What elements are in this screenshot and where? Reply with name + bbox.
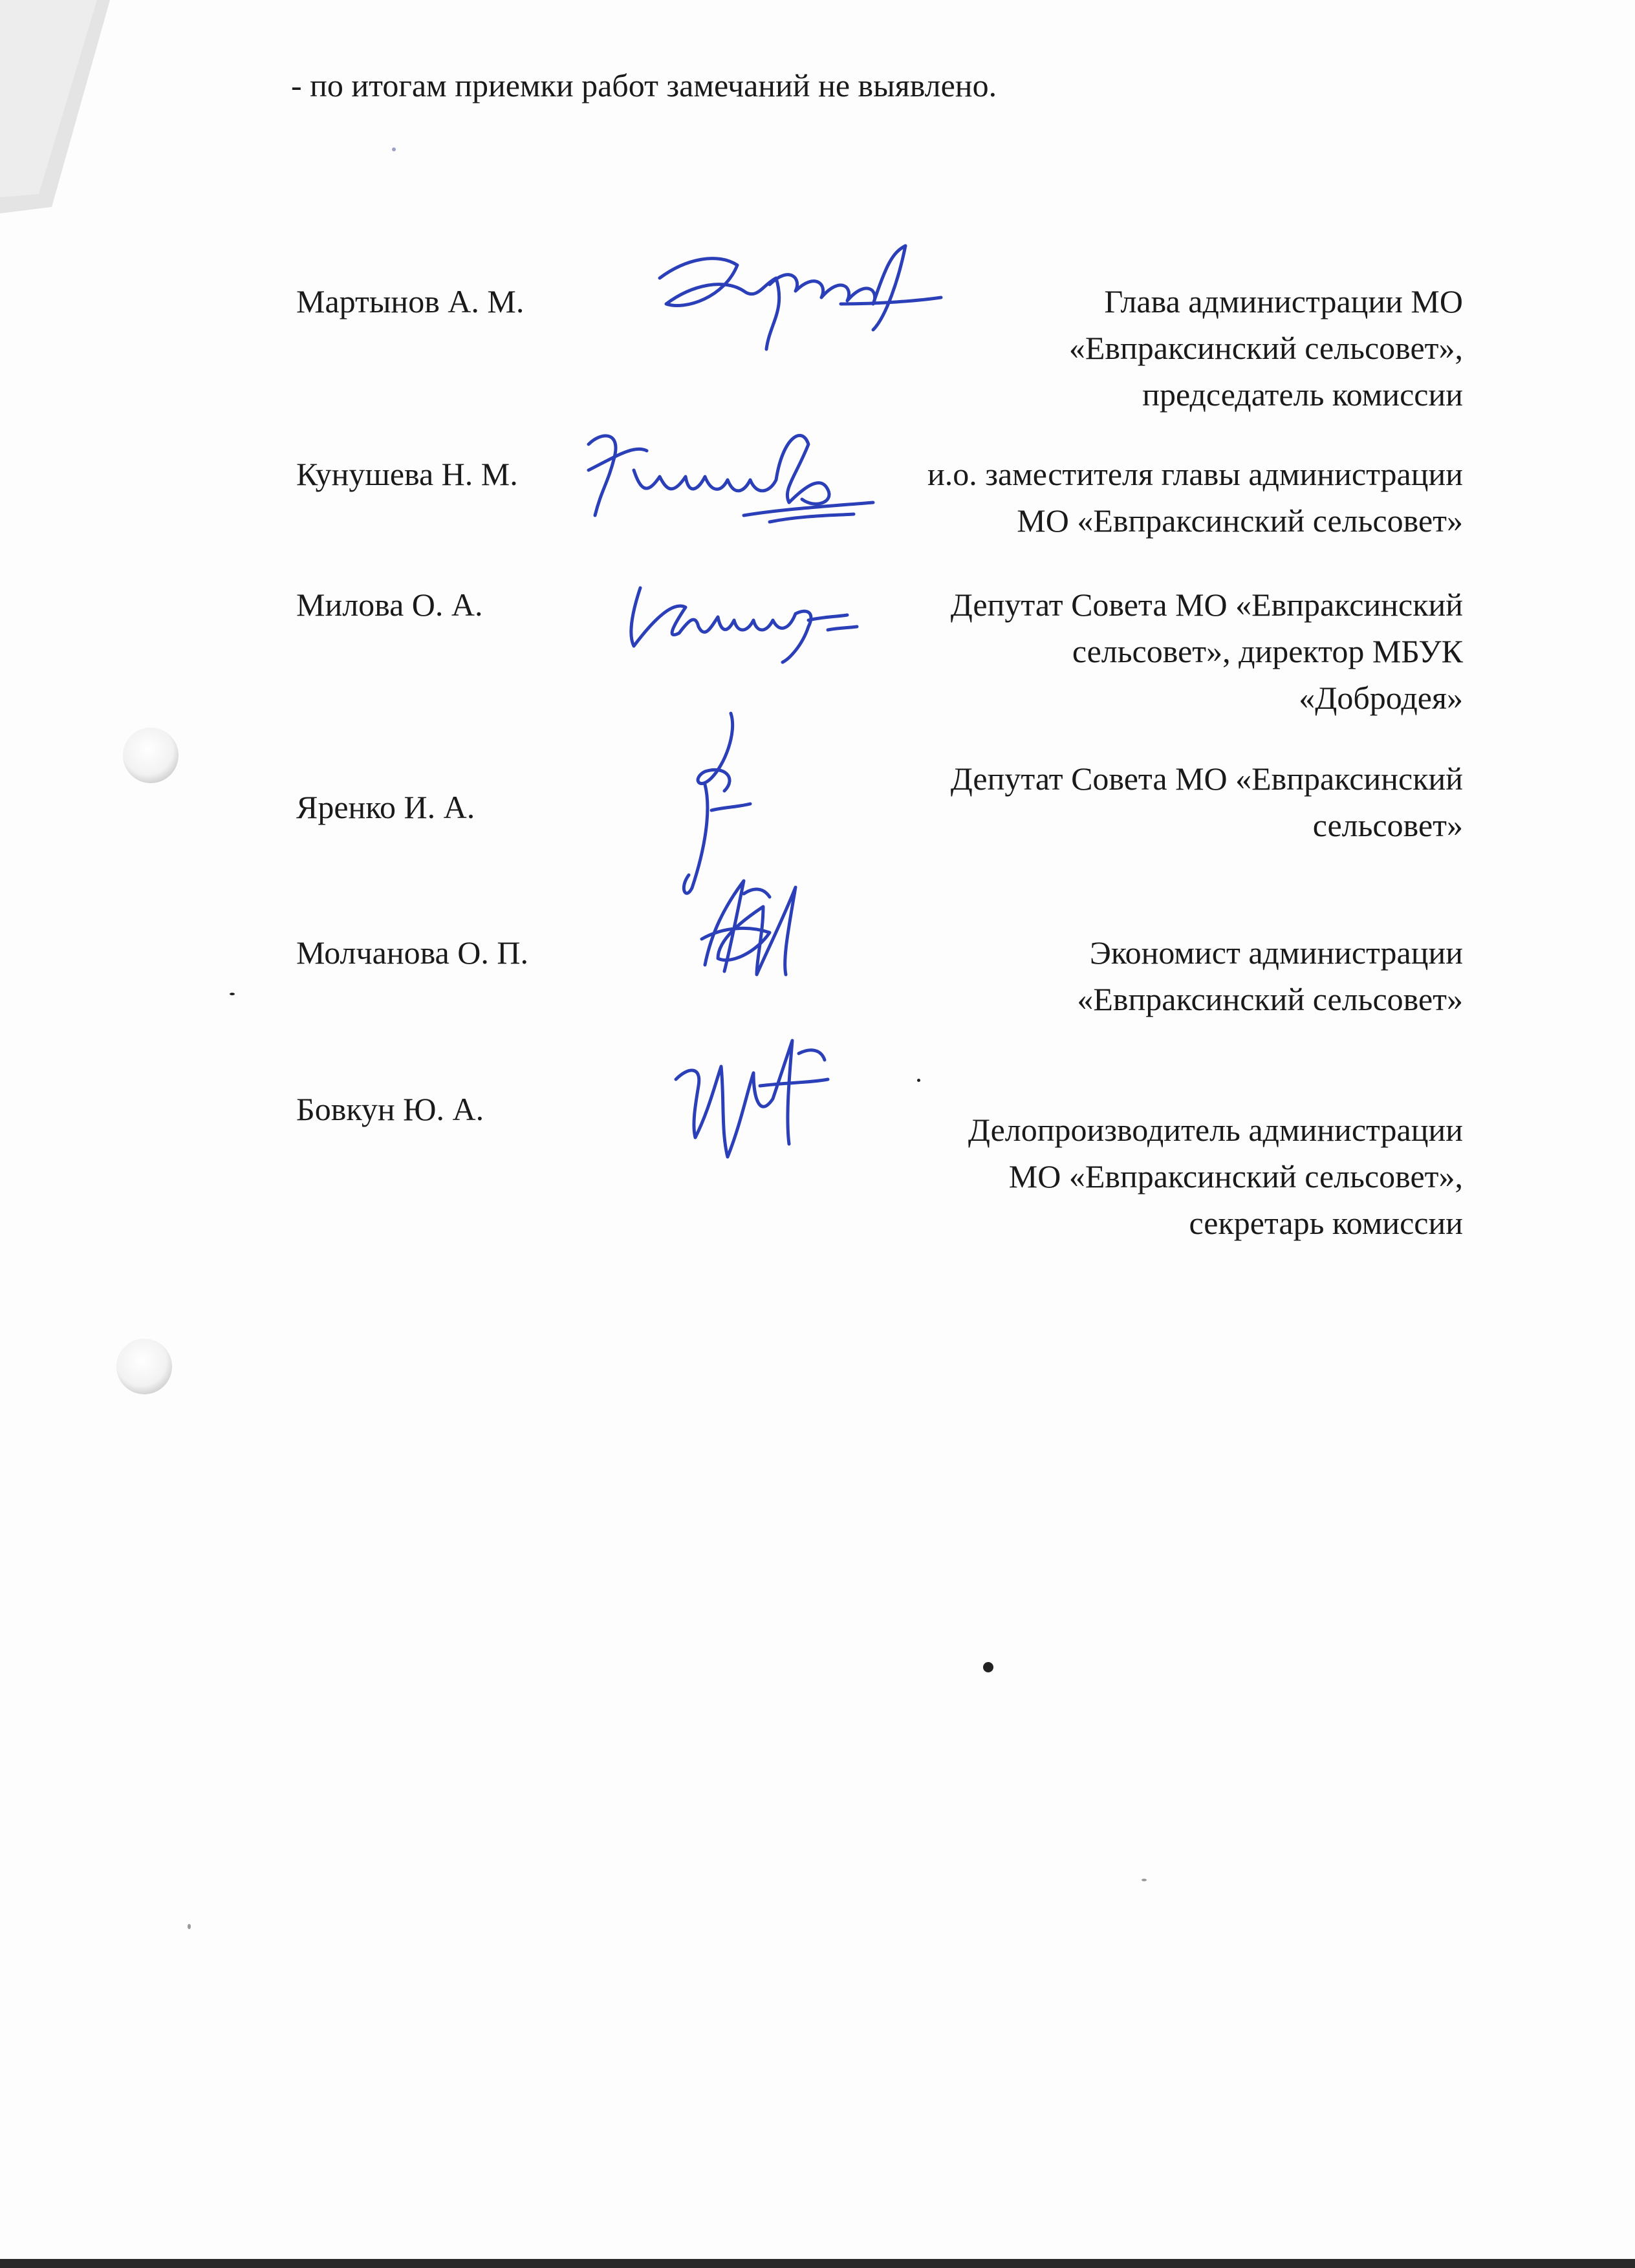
signatory-position — [816, 929, 1463, 1022]
signatory-name: Мартынов А. М. — [296, 283, 525, 319]
position-line: Экономист администрации — [1089, 934, 1463, 971]
position-line: «Евпраксинский сельсовет» — [1077, 981, 1463, 1017]
position-line: Депутат Совета МО «Евпраксинский — [950, 761, 1463, 797]
scan-bottom-edge — [0, 2259, 1635, 2268]
position-line: и.о. заместителя главы администрации — [927, 456, 1463, 492]
signatory-name: Яренко И. А. — [296, 789, 475, 825]
signatory-position — [816, 1107, 1463, 1246]
position-line: председатель комиссии — [1142, 376, 1463, 413]
position-line: Глава администрации МО — [1104, 283, 1463, 319]
scan-speck — [983, 1662, 993, 1672]
position-line: «Евпраксинский сельсовет», — [1068, 330, 1463, 366]
signatory-name: Бовкун Ю. А. — [296, 1091, 484, 1127]
punch-hole — [116, 1339, 172, 1394]
signatory-name: Кунушева Н. М. — [296, 456, 518, 492]
position-line: сельсовет», директор МБУК — [1072, 633, 1463, 669]
punch-hole — [123, 728, 179, 783]
position-line: Делопроизводитель администрации — [968, 1112, 1463, 1148]
position-line: МО «Евпраксинский сельсовет», — [1008, 1158, 1463, 1194]
handwritten-signature — [692, 868, 808, 984]
signatory-name: Молчанова О. П. — [296, 934, 528, 971]
position-line: МО «Евпраксинский сельсовет» — [1017, 502, 1463, 539]
position-line: «Добродея» — [1299, 680, 1463, 716]
scan-speck — [917, 1079, 920, 1082]
position-line: сельсовет» — [1312, 807, 1463, 843]
handwritten-signature — [663, 1028, 831, 1163]
position-line: секретарь комиссии — [1189, 1205, 1463, 1241]
scan-speck — [1142, 1879, 1147, 1881]
scan-speck — [392, 147, 396, 151]
intro-text: - по итогам приемки работ замечаний не выявлено. — [291, 67, 997, 103]
position-line: Депутат Совета МО «Евпраксинский — [950, 587, 1463, 623]
signatory-position — [816, 278, 1463, 418]
scan-speck — [188, 1924, 191, 1929]
signatory-name: Милова О. А. — [296, 587, 483, 623]
signatory-position — [816, 755, 1463, 848]
signatory-position — [816, 581, 1463, 721]
signatory-position — [816, 451, 1463, 544]
scan-speck — [230, 993, 235, 995]
